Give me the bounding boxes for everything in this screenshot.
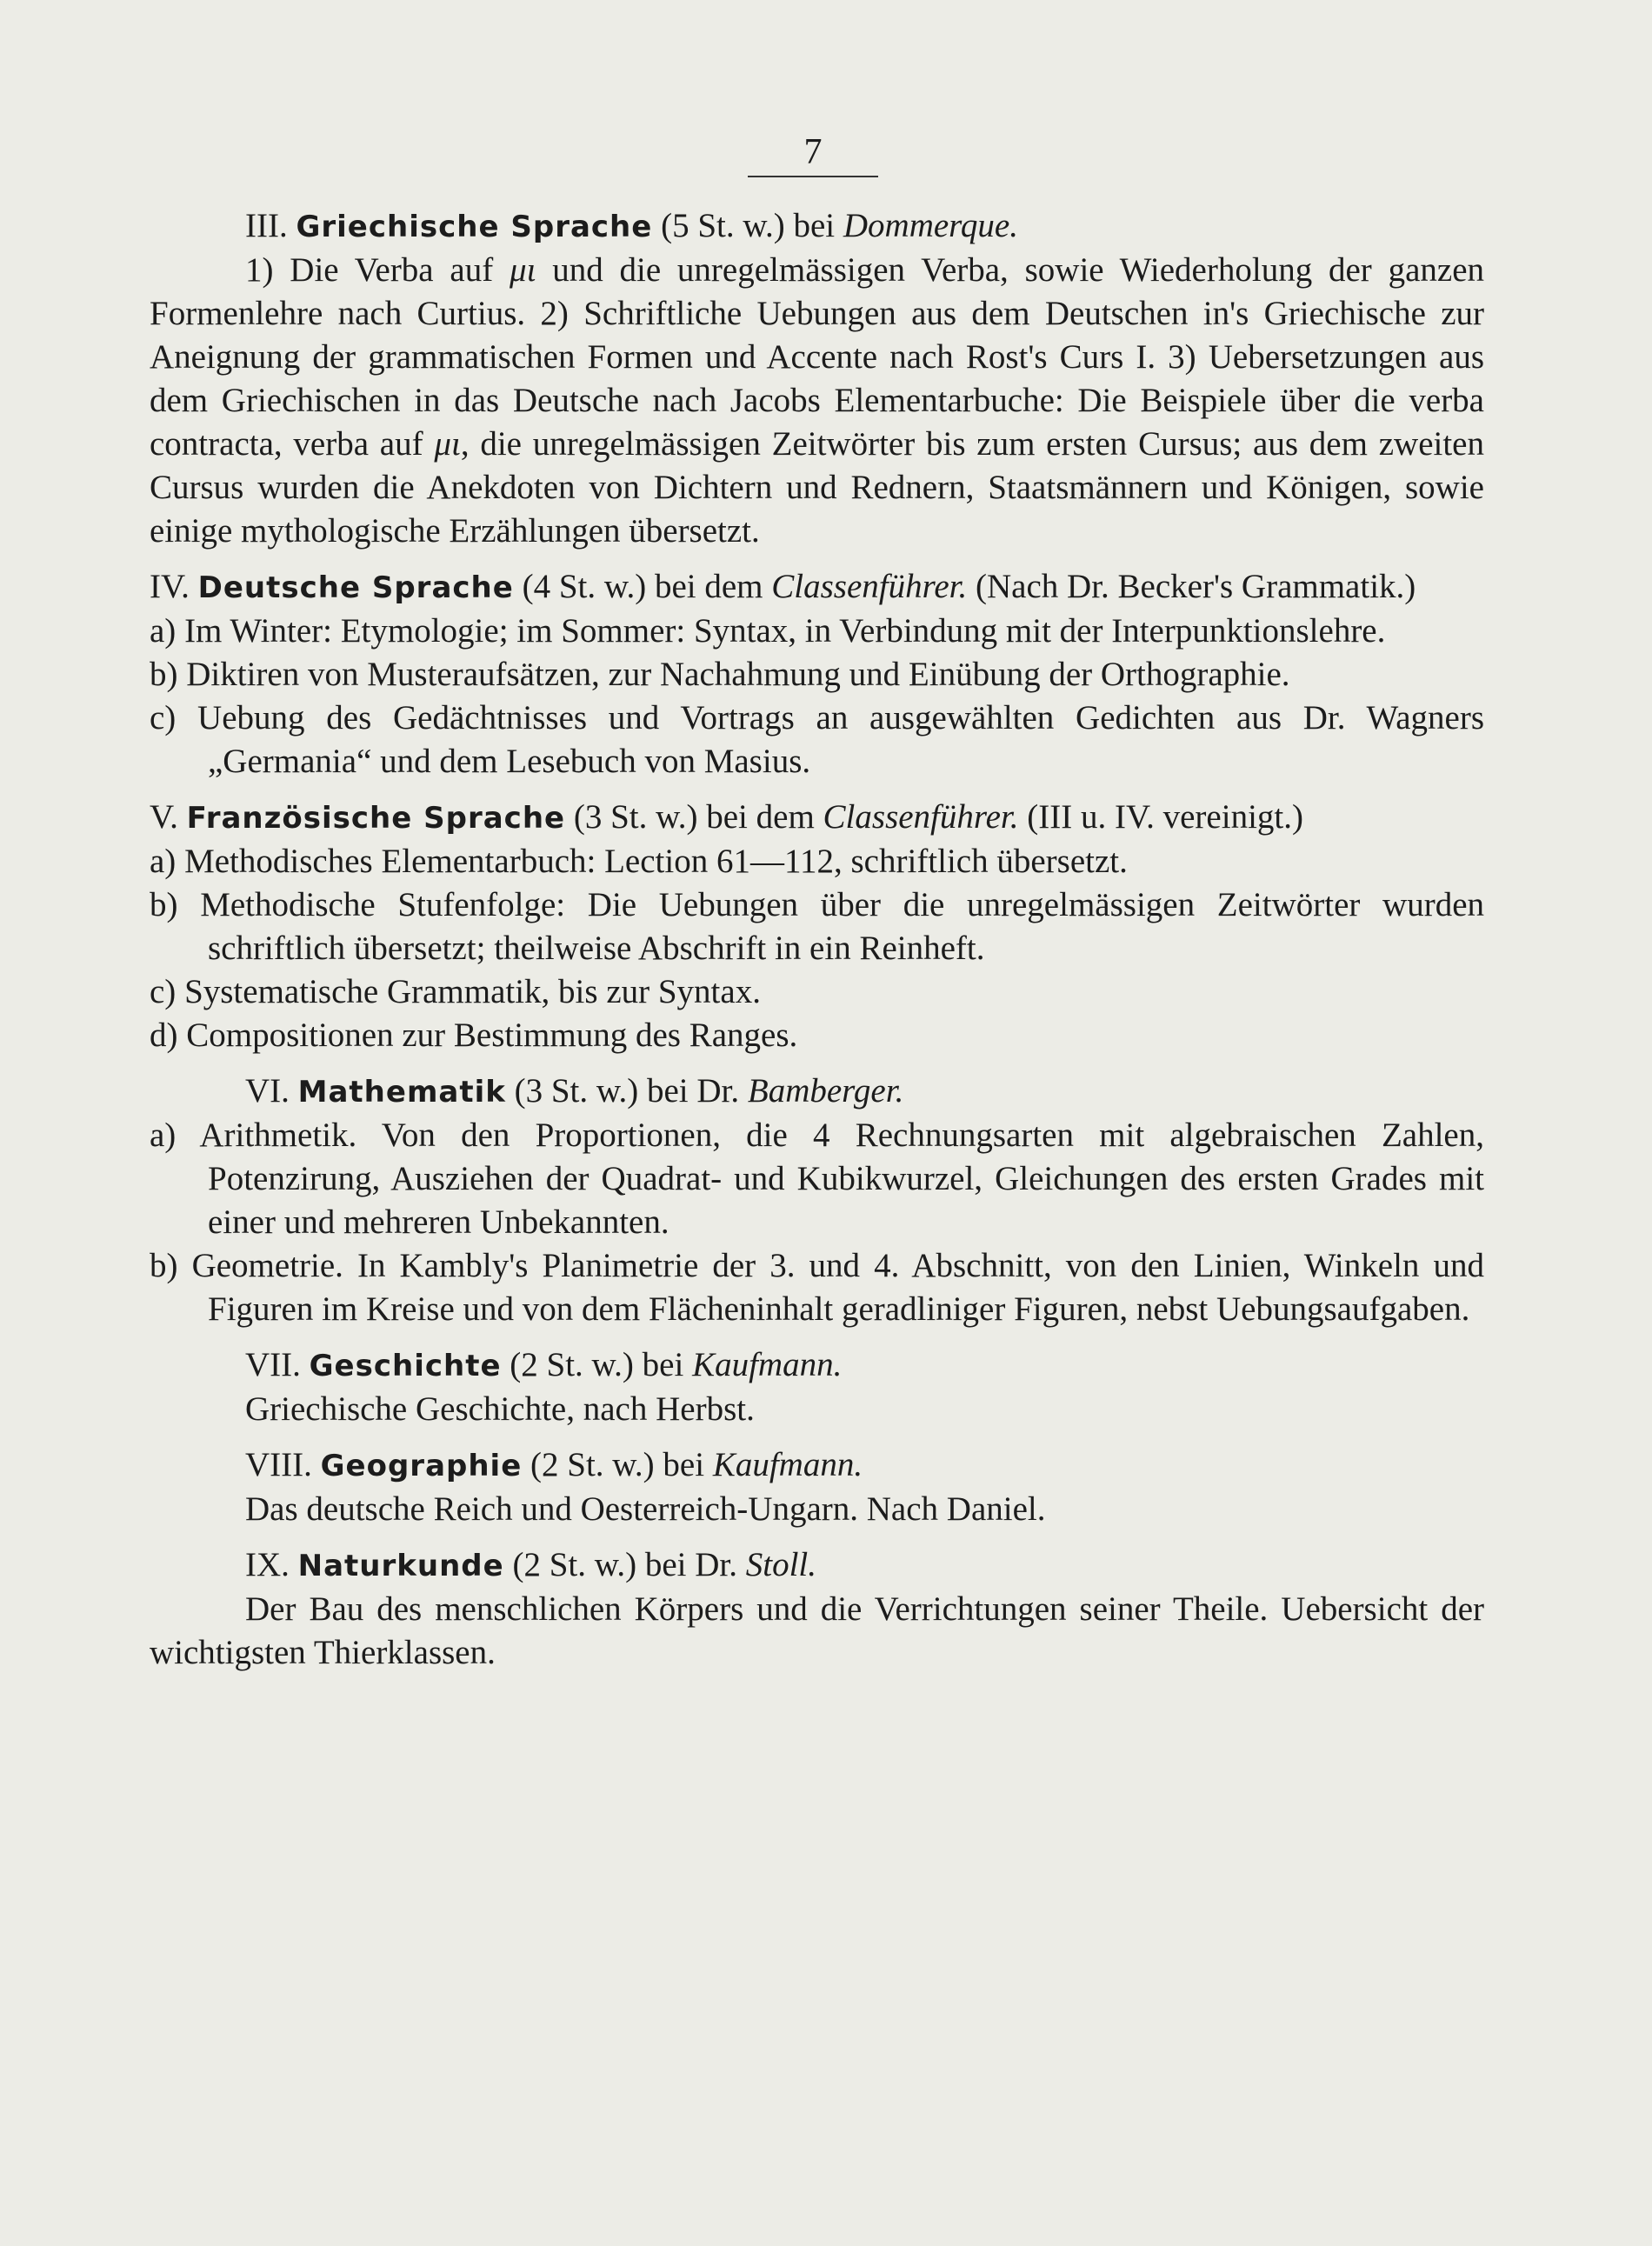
list-item [150,1244,1484,1331]
section-paragraph-geographie: Das deutsche Reich und Oesterreich-Ungarn. Nach Daniel. [245,1490,1046,1528]
list-item [150,1114,1484,1244]
item-label: b) [150,886,178,923]
item-text: Arithmetik. Von den Proportionen, die 4 Rechnungsarten mit algebraischen Zahlen, Potenzirung, Ausziehen der Quadrat- und Kubikwurzel, Gleichungen des ersten Grades mit einer und mehreren Unbekannten. [199,1116,1484,1241]
section-heading-franzoesisch [150,796,1484,840]
section-teacher: Kaufmann. [692,1346,843,1383]
section-hours: (2 St. w.) bei [530,1446,705,1483]
greek-mu: μι [510,251,536,289]
list-item [150,1014,1484,1057]
item-label: c) [150,699,177,736]
section-note: (Nach Dr. Becker's Grammatik.) [976,568,1416,605]
section-number: III. [245,207,288,244]
list-item [150,653,1484,696]
paragraph-text: und die unregelmässigen Verba, sowie Wiederholung der ganzen Formenlehre nach Curtius. 2) Schriftliche Uebungen aus dem Deutschen in's Griechische zur Aneignung der grammatischen Formen und Accente nach Rost's Curs I. 3) Uebersetzungen aus dem Griechischen in das Deutsche nach Jacobs Elementarbuche: Die Beispiele über die verba contracta, verba auf [150,251,1484,463]
section-paragraph-griechisch [150,249,1484,553]
section-teacher: Classenführer. [823,798,1019,836]
section-subject: Geographie [320,1449,523,1483]
section-number: VII. [245,1346,301,1383]
section-number: VI. [245,1072,290,1110]
list-item [150,610,1484,653]
section-heading-geschichte [150,1343,1484,1388]
item-text: Systematische Grammatik, bis zur Syntax. [184,973,761,1010]
item-label: b) [150,1247,178,1284]
paragraph-text: , die unregelmässigen Zeitwörter bis zum ersten Cursus; aus dem zweiten Cursus wurden die Anekdoten von Dichtern und Rednern, Staatsmännern und Königen, sowie einige mythologische Erzählungen übersetzt. [150,425,1484,550]
section-hours: (4 St. w.) bei dem [522,568,763,605]
section-subject: Naturkunde [297,1549,504,1583]
section-hours: (2 St. w.) bei [510,1346,684,1383]
section-subject: Griechische Sprache [296,210,653,244]
section-heading-geographie [150,1443,1484,1488]
section-number: IX. [245,1546,290,1583]
item-text: Methodisches Elementarbuch: Lection 61—112, schriftlich übersetzt. [184,843,1128,880]
list-item [150,970,1484,1014]
section-teacher: Bamberger. [747,1072,904,1110]
greek-mu: μι [434,425,461,463]
item-text: Methodische Stufenfolge: Die Uebungen über die unregelmässigen Zeitwörter wurden schriftlich übersetzt; theilweise Abschrift in ein Reinheft. [200,886,1484,967]
item-text: Diktiren von Musteraufsätzen, zur Nachahmung und Einübung der Orthographie. [186,656,1290,693]
list-item [150,840,1484,883]
page-body [150,204,1484,1675]
item-label: a) [150,612,177,650]
item-label: b) [150,656,178,693]
section-hours: (2 St. w.) bei Dr. [512,1546,737,1583]
section-teacher: Dommerque. [843,207,1018,244]
section-heading-naturkunde [150,1543,1484,1588]
page-number: 7 [803,132,823,172]
item-text: Im Winter: Etymologie; im Sommer: Syntax, in Verbindung mit der Interpunktionslehre. [184,612,1386,650]
section-number: VIII. [245,1446,312,1483]
section-paragraph-naturkunde: Der Bau des menschlichen Körpers und die Verrichtungen seiner Theile. Uebersicht der wichtigsten Thierklassen. [150,1590,1484,1671]
section-subject: Geschichte [309,1349,502,1383]
list-item [150,883,1484,970]
section-teacher: Stoll. [745,1546,816,1583]
section-hours: (5 St. w.) bei [661,207,836,244]
section-heading-griechisch [150,204,1484,249]
section-subject: Mathematik [297,1075,506,1110]
page-number-rule [748,176,878,177]
paragraph-text: 1) Die Verba auf [245,251,510,289]
item-label: c) [150,973,177,1010]
section-paragraph-geschichte: Griechische Geschichte, nach Herbst. [245,1390,755,1428]
item-text: Geometrie. In Kambly's Planimetrie der 3. und 4. Abschnitt, von den Linien, Winkeln und Figuren im Kreise und von dem Flächeninhalt geradliniger Figuren, nebst Uebungsaufgaben. [191,1247,1484,1328]
item-text: Uebung des Gedächtnisses und Vortrags an ausgewählten Gedichten aus Dr. Wagners „Germania“ und dem Lesebuch von Masius. [197,699,1484,780]
section-teacher: Classenführer. [771,568,968,605]
section-heading-mathematik [150,1070,1484,1114]
section-hours: (3 St. w.) bei Dr. [514,1072,740,1110]
section-subject: Französische Sprache [186,801,566,836]
item-text: Compositionen zur Bestimmung des Ranges. [186,1016,798,1054]
section-subject: Deutsche Sprache [197,570,514,605]
item-label: d) [150,1016,178,1054]
item-label: a) [150,843,177,880]
section-number: V. [150,798,178,836]
section-number: IV. [150,568,190,605]
list-item [150,696,1484,783]
section-heading-deutsch [150,565,1484,610]
section-note: (III u. IV. vereinigt.) [1027,798,1303,836]
section-hours: (3 St. w.) bei dem [573,798,815,836]
section-teacher: Kaufmann. [712,1446,863,1483]
item-label: a) [150,1116,177,1154]
